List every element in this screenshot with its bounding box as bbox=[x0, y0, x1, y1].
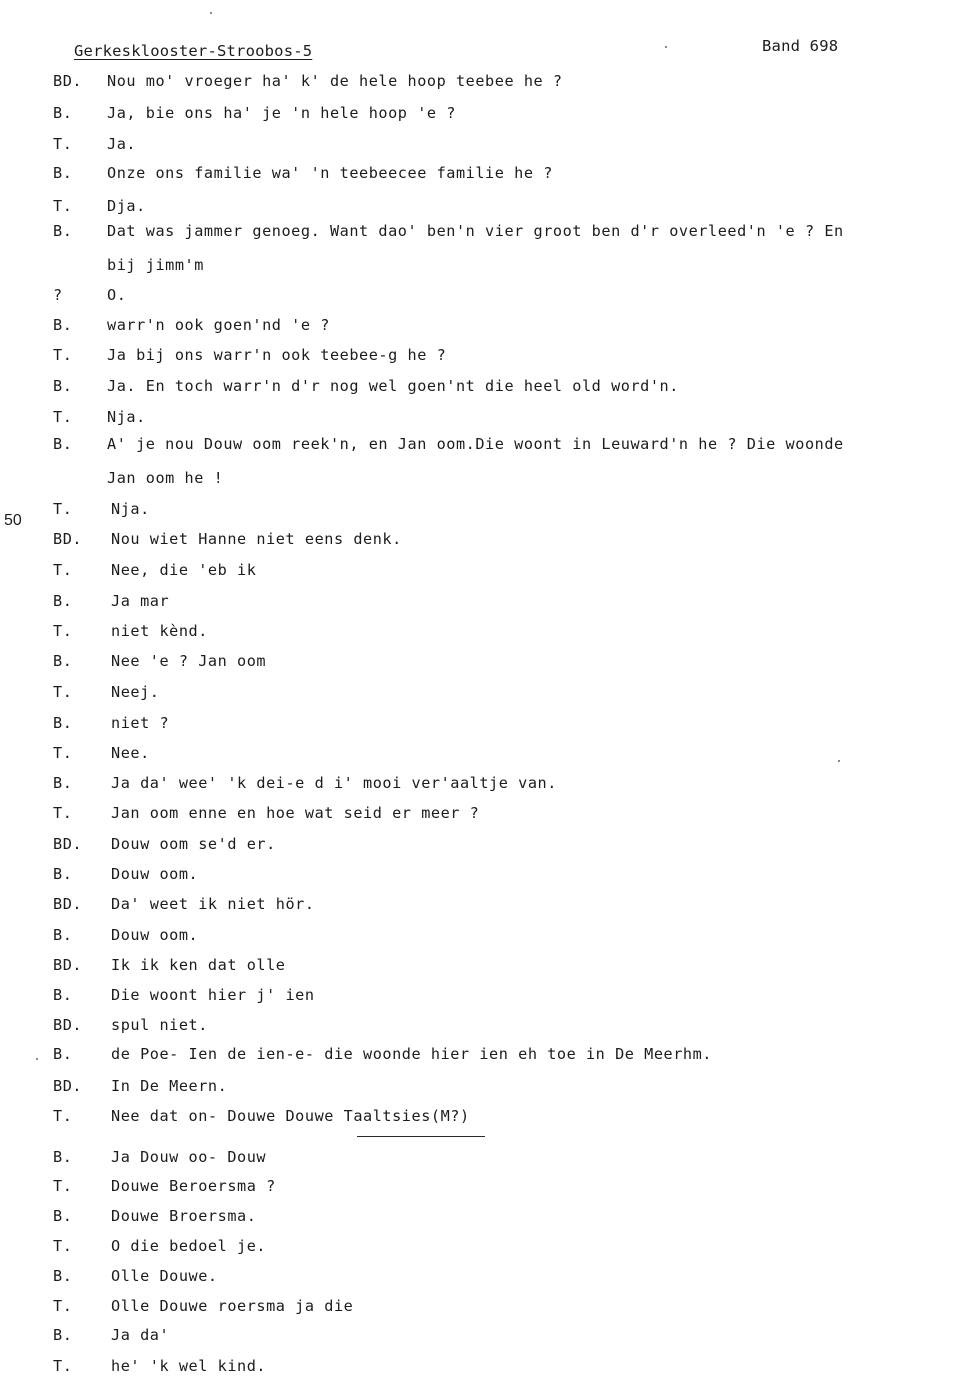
speaker-label: B. bbox=[53, 1045, 73, 1063]
speaker-label: B. bbox=[53, 926, 73, 944]
utterance-text: Nou wiet Hanne niet eens denk. bbox=[111, 530, 402, 548]
utterance-text: Ja, bie ons ha' je 'n hele hoop 'e ? bbox=[107, 104, 456, 122]
speaker-label: B. bbox=[53, 222, 73, 240]
document-title: Gerkesklooster-Stroobos-5 bbox=[74, 42, 313, 60]
speaker-label: ? bbox=[53, 286, 63, 304]
speaker-label: T. bbox=[53, 1297, 73, 1315]
utterance-text: de Poe- Ien de ien-e- die woonde hier ien eh toe in De Meerhm. bbox=[111, 1045, 713, 1063]
speaker-label: T. bbox=[53, 744, 73, 762]
utterance-text: Ja da' bbox=[111, 1326, 170, 1344]
utterance-text: Douw oom. bbox=[111, 926, 199, 944]
speaker-label: T. bbox=[53, 408, 73, 426]
utterance-text: Ja da' wee' 'k dei-e d i' mooi ver'aaltje van. bbox=[111, 774, 557, 792]
speaker-label: BD. bbox=[53, 1077, 83, 1095]
scan-speck bbox=[665, 46, 667, 48]
utterance-text: Ik ik ken dat olle bbox=[111, 956, 286, 974]
utterance-text: niet ? bbox=[111, 714, 170, 732]
speaker-label: BD. bbox=[53, 895, 83, 913]
utterance-text: Douw oom se'd er. bbox=[111, 835, 276, 853]
speaker-label: B. bbox=[53, 592, 73, 610]
speaker-label: B. bbox=[53, 865, 73, 883]
utterance-text: Olle Douwe. bbox=[111, 1267, 218, 1285]
speaker-label: B. bbox=[53, 1267, 73, 1285]
utterance-text: Jan oom he ! bbox=[107, 469, 224, 487]
speaker-label: B. bbox=[53, 714, 73, 732]
speaker-label: T. bbox=[53, 561, 73, 579]
utterance-text: Jan oom enne en hoe wat seid er meer ? bbox=[111, 804, 480, 822]
utterance-text: A' je nou Douw oom reek'n, en Jan oom.Die woont in Leuward'n he ? Die woonde bbox=[107, 435, 844, 453]
band-number: Band 698 bbox=[762, 37, 839, 55]
utterance-text: O die bedoel je. bbox=[111, 1237, 267, 1255]
speaker-label: T. bbox=[53, 622, 73, 640]
speaker-label: T. bbox=[53, 1357, 73, 1375]
speaker-label: B. bbox=[53, 104, 73, 122]
speaker-label: T. bbox=[53, 135, 73, 153]
speaker-label: B. bbox=[53, 1207, 73, 1225]
speaker-label: BD. bbox=[53, 530, 83, 548]
scan-speck bbox=[210, 12, 212, 14]
utterance-text: Nja. bbox=[107, 408, 146, 426]
speaker-label: T. bbox=[53, 197, 73, 215]
utterance-text: bij jimm'm bbox=[107, 256, 204, 274]
speaker-label: BD. bbox=[53, 72, 83, 90]
speaker-label: T. bbox=[53, 346, 73, 364]
scan-speck bbox=[36, 1058, 38, 1060]
speaker-label: B. bbox=[53, 1326, 73, 1344]
utterance-text: Nee, die 'eb ik bbox=[111, 561, 257, 579]
utterance-text: O. bbox=[107, 286, 127, 304]
utterance-text: Douwe Broersma. bbox=[111, 1207, 257, 1225]
utterance-text: warr'n ook goen'nd 'e ? bbox=[107, 316, 330, 334]
utterance-text: niet kènd. bbox=[111, 622, 208, 640]
utterance-text: Olle Douwe roersma ja die bbox=[111, 1297, 354, 1315]
utterance-text: Nou mo' vroeger ha' k' de hele hoop teebee he ? bbox=[107, 72, 563, 90]
speaker-label: T. bbox=[53, 1107, 73, 1125]
scan-speck bbox=[838, 760, 840, 762]
utterance-text: spul niet. bbox=[111, 1016, 208, 1034]
speaker-label: T. bbox=[53, 804, 73, 822]
utterance-text: Douw oom. bbox=[111, 865, 199, 883]
margin-line-number: 50 bbox=[4, 512, 22, 529]
utterance-text: Dja. bbox=[107, 197, 146, 215]
utterance-text: Da' weet ik niet hör. bbox=[111, 895, 315, 913]
speaker-label: B. bbox=[53, 774, 73, 792]
utterance-text: Dat was jammer genoeg. Want dao' ben'n vier groot ben d'r overleed'n 'e ? En bbox=[107, 222, 844, 240]
speaker-label: B. bbox=[53, 652, 73, 670]
speaker-label: B. bbox=[53, 377, 73, 395]
utterance-text: In De Meern. bbox=[111, 1077, 228, 1095]
speaker-label: B. bbox=[53, 986, 73, 1004]
speaker-label: B. bbox=[53, 316, 73, 334]
utterance-text: Ja. En toch warr'n d'r nog wel goen'nt die heel old word'n. bbox=[107, 377, 679, 395]
speaker-label: BD. bbox=[53, 835, 83, 853]
utterance-text: Douwe Beroersma ? bbox=[111, 1177, 276, 1195]
utterance-text: Nee 'e ? Jan oom bbox=[111, 652, 267, 670]
utterance-text: Ja Douw oo- Douw bbox=[111, 1148, 267, 1166]
utterance-text: Nja. bbox=[111, 500, 150, 518]
speaker-label: T. bbox=[53, 1177, 73, 1195]
utterance-text: Die woont hier j' ien bbox=[111, 986, 315, 1004]
utterance-text: Nee dat on- Douwe Douwe Taaltsies(M?) bbox=[111, 1107, 470, 1125]
speaker-label: BD. bbox=[53, 956, 83, 974]
speaker-label: T. bbox=[53, 1237, 73, 1255]
utterance-text: Ja. bbox=[107, 135, 137, 153]
handwritten-underline bbox=[357, 1136, 485, 1137]
speaker-label: T. bbox=[53, 500, 73, 518]
speaker-label: BD. bbox=[53, 1016, 83, 1034]
utterance-text: Nee. bbox=[111, 744, 150, 762]
utterance-text: Ja bij ons warr'n ook teebee-g he ? bbox=[107, 346, 447, 364]
speaker-label: B. bbox=[53, 1148, 73, 1166]
utterance-text: he' 'k wel kind. bbox=[111, 1357, 267, 1375]
utterance-text: Neej. bbox=[111, 683, 160, 701]
utterance-text: Ja mar bbox=[111, 592, 170, 610]
speaker-label: B. bbox=[53, 164, 73, 182]
utterance-text: Onze ons familie wa' 'n teebeecee familie he ? bbox=[107, 164, 553, 182]
speaker-label: B. bbox=[53, 435, 73, 453]
speaker-label: T. bbox=[53, 683, 73, 701]
